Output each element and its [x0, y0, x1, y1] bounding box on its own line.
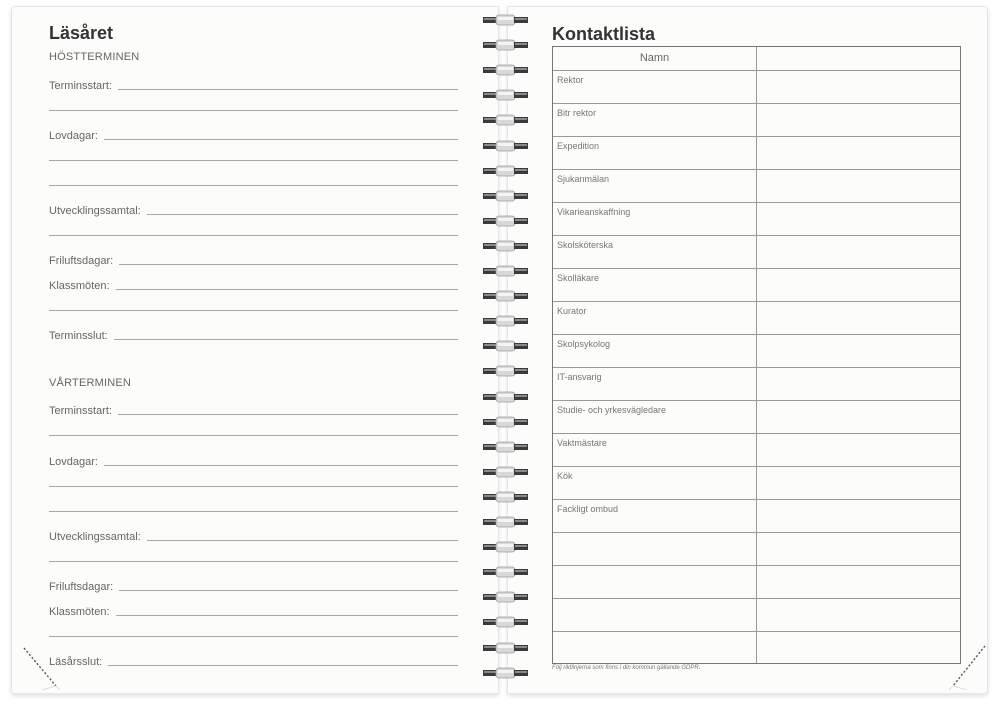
contact-role-label: IT-ansvarig — [557, 372, 602, 382]
write-line[interactable] — [49, 636, 458, 637]
spring-term-heading: VÅRTERMINEN — [49, 377, 132, 389]
spiral-ring-icon — [483, 89, 528, 101]
field-label: Friluftsdagar: — [49, 581, 114, 593]
field-label: Terminsstart: — [49, 405, 112, 417]
spiral-ring-icon — [483, 667, 528, 679]
write-line[interactable] — [49, 511, 458, 512]
field-label: Friluftsdagar: — [49, 255, 114, 267]
page-title-school-year: Läsåret — [49, 23, 114, 43]
field-label: Klassmöten: — [49, 606, 110, 618]
autumn-outdoor-days-field[interactable] — [49, 251, 458, 267]
spiral-ring-icon — [483, 491, 528, 503]
contact-role-label: Vaktmästare — [557, 438, 607, 448]
spiral-ring-icon — [483, 265, 528, 277]
autumn-class-meetings-field[interactable] — [49, 276, 458, 292]
contact-role-label: Bitr rektor — [557, 108, 597, 118]
contact-role-label: Kök — [557, 471, 573, 481]
spiral-ring-icon — [483, 391, 528, 403]
write-line — [104, 139, 458, 140]
write-line[interactable] — [49, 110, 458, 111]
write-line[interactable] — [49, 235, 458, 236]
field-label: Lovdagar: — [49, 456, 98, 468]
field-label: Klassmöten: — [49, 280, 110, 292]
spiral-ring-icon — [483, 64, 528, 76]
table-row[interactable] — [553, 335, 960, 368]
spring-class-meetings-field[interactable] — [49, 602, 458, 618]
contact-role-label: Studie- och yrkesvägledare — [557, 405, 667, 415]
write-line — [108, 665, 458, 666]
spiral-ring-icon — [483, 39, 528, 51]
spiral-ring-icon — [483, 591, 528, 603]
field-label: Läsårsslut: — [49, 656, 103, 668]
contact-role-label: Vikarieanskaffning — [557, 207, 631, 217]
spiral-ring-icon — [483, 516, 528, 528]
write-line — [118, 414, 458, 415]
spiral-ring-icon — [483, 365, 528, 377]
field-label: Terminsslut: — [49, 330, 108, 342]
table-row[interactable] — [553, 566, 960, 599]
spring-outdoor-days-field[interactable] — [49, 577, 458, 593]
table-row[interactable] — [553, 269, 960, 302]
autumn-dev-talks-field[interactable] — [49, 201, 458, 217]
spiral-ring-icon — [483, 466, 528, 478]
field-label: Lovdagar: — [49, 130, 98, 142]
autumn-holidays-field[interactable] — [49, 126, 458, 142]
contact-role-label: Fackligt ombud — [557, 504, 619, 514]
contact-role-label: Skolpsykolog — [557, 339, 611, 349]
spiral-ring-icon — [483, 190, 528, 202]
table-row[interactable] — [553, 71, 960, 104]
spiral-ring-icon — [483, 215, 528, 227]
spiral-ring-icon — [483, 566, 528, 578]
write-line[interactable] — [49, 561, 458, 562]
autumn-term-end-field[interactable] — [49, 326, 458, 342]
table-row[interactable] — [553, 236, 960, 269]
spiral-ring-icon — [483, 616, 528, 628]
table-row[interactable] — [553, 599, 960, 632]
field-label: Terminsstart: — [49, 80, 112, 92]
write-line[interactable] — [49, 160, 458, 161]
table-row[interactable] — [553, 170, 960, 203]
autumn-term-start-field[interactable] — [49, 76, 458, 92]
spiral-ring-icon — [483, 14, 528, 26]
contact-role-label: Kurator — [557, 306, 587, 316]
write-line — [147, 540, 458, 541]
table-row[interactable] — [553, 368, 960, 401]
write-line — [118, 89, 458, 90]
contact-role-label: Skolsköterska — [557, 240, 614, 250]
table-row[interactable] — [553, 533, 960, 566]
spiral-ring-icon — [483, 340, 528, 352]
contact-table — [552, 46, 961, 664]
contact-role-label: Rektor — [557, 75, 584, 85]
write-line — [116, 615, 458, 616]
spiral-ring-icon — [483, 114, 528, 126]
write-line — [147, 214, 458, 215]
spiral-ring-icon — [483, 140, 528, 152]
write-line — [119, 590, 458, 591]
table-row[interactable] — [553, 137, 960, 170]
write-line — [119, 264, 458, 265]
write-line[interactable] — [49, 185, 458, 186]
write-line[interactable] — [49, 486, 458, 487]
contact-role-label: Sjukanmälan — [557, 174, 610, 184]
write-line — [116, 289, 458, 290]
write-line — [104, 465, 458, 466]
table-header-name: Namn — [639, 52, 670, 64]
contact-role-label: Skolläkare — [557, 273, 600, 283]
spiral-ring-icon — [483, 441, 528, 453]
table-row[interactable] — [553, 467, 960, 500]
gdpr-footnote: Följ riktlinjerna som finns i din kommun gällande GDPR. — [552, 665, 701, 671]
spring-holidays-field[interactable] — [49, 452, 458, 468]
spring-dev-talks-field[interactable] — [49, 527, 458, 543]
school-year-end-field[interactable] — [49, 652, 458, 668]
spiral-ring-icon — [483, 315, 528, 327]
table-row[interactable] — [553, 104, 960, 137]
write-line — [114, 339, 458, 340]
field-label: Utvecklingssamtal: — [49, 205, 141, 217]
table-row[interactable] — [553, 632, 960, 665]
spiral-ring-icon — [483, 642, 528, 654]
spiral-ring-icon — [483, 541, 528, 553]
spiral-ring-icon — [483, 240, 528, 252]
contact-role-label: Expedition — [557, 141, 600, 151]
field-label: Utvecklingssamtal: — [49, 531, 141, 543]
write-line[interactable] — [49, 310, 458, 311]
autumn-term-heading: HÖSTTERMINEN — [49, 51, 140, 63]
table-row[interactable] — [553, 434, 960, 467]
write-line[interactable] — [49, 435, 458, 436]
spring-term-start-field[interactable] — [49, 401, 458, 417]
spiral-ring-icon — [483, 416, 528, 428]
page-title-contact-list: Kontaktlista — [552, 24, 656, 44]
table-row[interactable] — [553, 302, 960, 335]
spiral-ring-icon — [483, 165, 528, 177]
spiral-ring-icon — [483, 290, 528, 302]
